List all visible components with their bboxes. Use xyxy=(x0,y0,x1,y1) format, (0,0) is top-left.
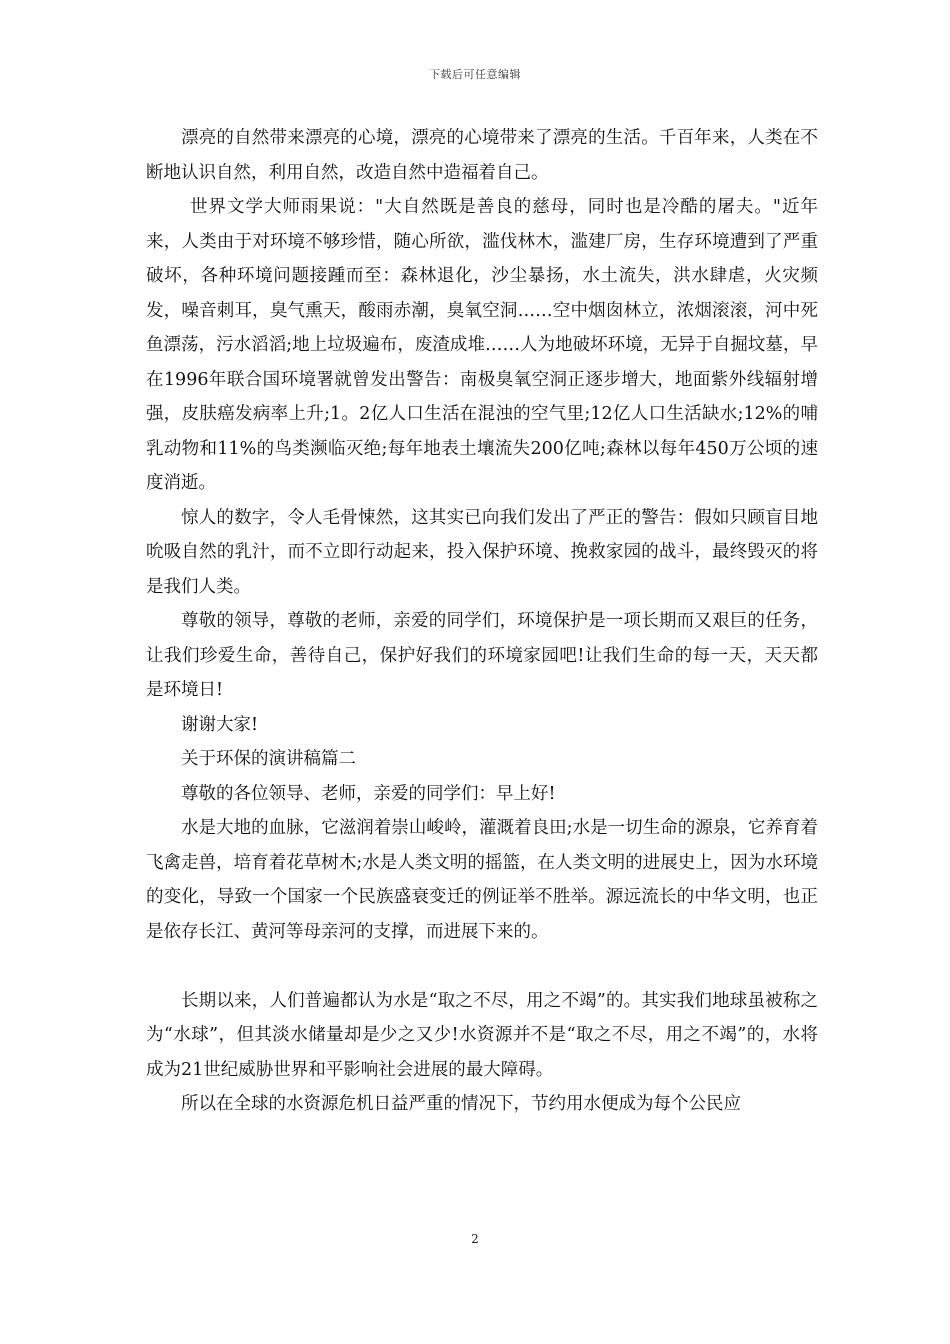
paragraph-hugo-quote: 世界文学大师雨果说："大自然既是善良的慈母，同时也是冷酷的屠夫。"近年来，人类由于对环境不够珍惜，随心所欲，滥伐林木，滥建厂房，生存环境遭到了严重破坏，各种环境问题接踵而至：森林退化，沙尘暴扬，水土流失，洪水肆虐，火灾频发，噪音刺耳，臭气熏天，酸雨赤潮，臭氧空洞……空中烟囱林立，浓烟滚滚，河中死鱼漂荡，污水滔滔;地上垃圾遍布，废渣成堆……人为地破坏环境，无异于自掘坟墓，早在1996年联合国环境署就曾发出警告：南极臭氧空洞正逐步增大，地面紫外线辐射增强，皮肤癌发病率上升;1。2亿人口生活在混浊的空气里;12亿人口生活缺水;12%的哺乳动物和11%的鸟类濒临灭绝;每年地表土壤流失200亿吨;森林以每年450万公顷的速度消逝。 xyxy=(146,197,818,493)
paragraph-water-lifeblood: 水是大地的血脉，它滋润着崇山峻岭，灌溉着良田;水是一切生命的源泉，它养育着飞禽走兽，培育着花草树木;水是人类文明的摇篮，在人类文明的进展史上，因为水环境的变化，导致一个国家一个民族盛衰变迁的例证举不胜举。源远流长的中华文明，也正是依存长江、黄河等母亲河的支撑，而进展下来的。 xyxy=(146,818,818,942)
section-title: 关于环保的演讲稿篇二 xyxy=(181,749,356,769)
document-body xyxy=(146,121,818,1122)
paragraph-warning: 惊人的数字，令人毛骨悚然，这其实已向我们发出了严正的警告：假如只顾盲目地吮吸自然的乳汁，而不立即行动起来，投入保护环境、挽救家园的战斗，最终毁灭的将是我们人类。 xyxy=(146,507,818,597)
page-header: 下载后可任意编辑 xyxy=(429,68,521,81)
paragraph-thanks: 谢谢大家! xyxy=(181,714,259,735)
page-number: 2 xyxy=(471,1232,479,1246)
paragraph-spacer xyxy=(146,949,818,984)
paragraph-water-scarcity: 长期以来，人们普遍都认为水是“取之不尽，用之不竭”的。其实我们地球虽被称之为“水球”，但其淡水储量却是少之又少!水资源并不是“取之不尽，用之不竭”的，水将成为21世纪威胁世界和平影响社会进展的最大障碍。 xyxy=(146,990,818,1080)
paragraph-greeting: 尊敬的各位领导、老师，亲爱的同学们：早上好! xyxy=(181,783,556,804)
paragraph-nature-beauty: 漂亮的自然带来漂亮的心境，漂亮的心境带来了漂亮的生活。千百年来，人类在不断地认识自然，利用自然，改造自然中造福着自己。 xyxy=(146,128,818,183)
paragraph-appeal: 尊敬的领导，尊敬的老师，亲爱的同学们，环境保护是一项长期而又艰巨的任务，让我们珍爱生命，善待自己，保护好我们的环境家园吧!让我们生命的每一天，天天都是环境日! xyxy=(146,611,818,700)
paragraph-water-saving: 所以在全球的水资源危机日益严重的情况下，节约用水便成为每个公民应 xyxy=(181,1094,741,1114)
